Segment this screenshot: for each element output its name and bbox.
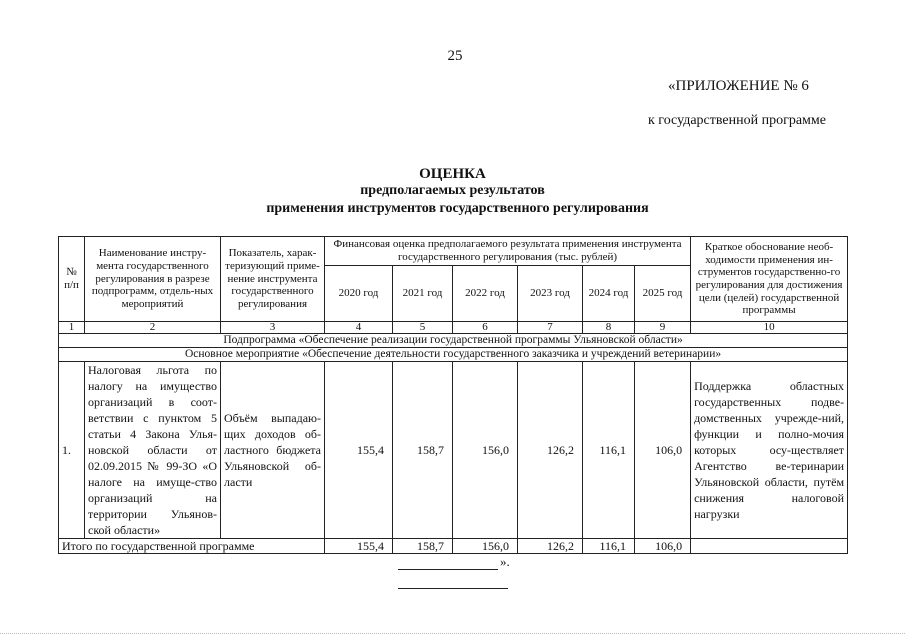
- footer-divider: [398, 588, 508, 589]
- document-subtitle-1: предполагаемых результатов: [360, 183, 545, 198]
- document-subtitle-2: применения инструментов государственного регулирования: [266, 201, 649, 216]
- total-label: Итого по государственной программе: [59, 539, 325, 554]
- total-justification-empty: [691, 539, 848, 554]
- closing-underline: [398, 557, 498, 570]
- row-value-2020: 155,4: [325, 362, 393, 539]
- column-number: 8: [583, 322, 635, 334]
- header-row: [59, 237, 848, 266]
- header-year: 2020 год: [325, 266, 393, 322]
- row-name: Налоговая льгота по налогу на имущество организаций в соот-ветствии с пунктом 5 статьи 4 Закона Улья-новской области от 02.09.2015 № 99-ЗО «О налоге на имуще-ство организаций на территории Ульянов-ской области»: [85, 362, 221, 539]
- table-row: [59, 362, 848, 539]
- column-number: 7: [518, 322, 583, 334]
- header-year: 2022 год: [453, 266, 518, 322]
- closing-mark: ».: [500, 554, 510, 569]
- column-number: 2: [85, 322, 221, 334]
- header-year: 2024 год: [583, 266, 635, 322]
- total-value-2024: 116,1: [583, 539, 635, 554]
- page-number: 25: [447, 48, 463, 64]
- column-number: 3: [221, 322, 325, 334]
- header-justification: Краткое обоснование необ-ходимости применения ин-струментов государственно-го регулирования для достижения цели (целей) государственной программы: [691, 237, 848, 322]
- row-value-2025: 106,0: [635, 362, 691, 539]
- total-value-2025: 106,0: [635, 539, 691, 554]
- row-value-2024: 116,1: [583, 362, 635, 539]
- row-value-2023: 126,2: [518, 362, 583, 539]
- column-number: 5: [393, 322, 453, 334]
- total-row: [59, 539, 848, 554]
- main-activity-title: Основное мероприятие «Обеспечение деятельности государственного заказчика и учреждений ветеринарии»: [59, 348, 848, 362]
- subprogram-title: Подпрограмма «Обеспечение реализации государственной программы Ульяновской области»: [59, 334, 848, 348]
- total-value-2020: 155,4: [325, 539, 393, 554]
- column-number: 9: [635, 322, 691, 334]
- column-number: 6: [453, 322, 518, 334]
- column-number: 10: [691, 322, 848, 334]
- total-value-2022: 156,0: [453, 539, 518, 554]
- row-indicator: Объём выпадаю-щих доходов об-ластного бюджета Ульяновской об-ласти: [221, 362, 325, 539]
- main-activity-row: [59, 348, 848, 362]
- header-year: 2021 год: [393, 266, 453, 322]
- subprogram-row: [59, 334, 848, 348]
- appendix-label: «ПРИЛОЖЕНИЕ № 6: [668, 78, 809, 94]
- scan-edge-line: [0, 632, 905, 634]
- header-year: 2023 год: [518, 266, 583, 322]
- row-value-2022: 156,0: [453, 362, 518, 539]
- header-name: Наименование инстру-мента государственного регулирования в разрезе подпрограмм, отдель-ных мероприятий: [85, 237, 221, 322]
- header-financial: Финансовая оценка предполагаемого результата применения инструмента государственного регулирования (тыс. рублей): [325, 237, 691, 266]
- row-num: 1.: [59, 362, 85, 539]
- appendix-subtitle: к государственной программе: [648, 113, 826, 128]
- total-value-2021: 158,7: [393, 539, 453, 554]
- row-justification: Поддержка областных государственных подве-домственных учрежде-ний, функции и полно-мочия которых осу-ществляет Агентство ве-теринарии Ульяновской области, путём снижения налоговой нагрузки: [691, 362, 848, 539]
- column-number: 4: [325, 322, 393, 334]
- column-number-row: [59, 322, 848, 334]
- header-year: 2025 год: [635, 266, 691, 322]
- document-title: ОЦЕНКА: [419, 166, 486, 182]
- row-value-2021: 158,7: [393, 362, 453, 539]
- header-num: № п/п: [59, 237, 85, 322]
- header-indicator: Показатель, харак-теризующий приме-нение инструмента государственного регулирования: [221, 237, 325, 322]
- total-value-2023: 126,2: [518, 539, 583, 554]
- column-number: 1: [59, 322, 85, 334]
- results-table: [58, 236, 848, 554]
